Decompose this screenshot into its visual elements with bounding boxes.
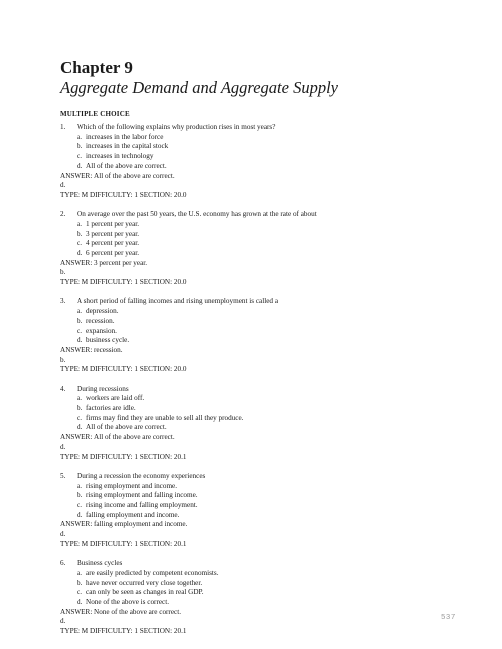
answer-option bbox=[60, 414, 460, 424]
question-stem bbox=[60, 559, 460, 569]
question-meta: TYPE: M DIFFICULTY: 1 SECTION: 20.0 bbox=[60, 190, 187, 199]
answer-option bbox=[60, 249, 460, 259]
option-text: rising employment and falling income. bbox=[86, 491, 198, 500]
option-text: 4 percent per year. bbox=[86, 239, 140, 248]
option-text: All of the above are correct. bbox=[86, 423, 167, 432]
answer-option bbox=[60, 317, 460, 327]
answer-option bbox=[60, 162, 460, 172]
answer-option bbox=[60, 579, 460, 589]
answer-option bbox=[60, 327, 460, 337]
option-letter: a. bbox=[77, 394, 82, 403]
question-text: A short period of falling incomes and rising unemployment is called a bbox=[77, 297, 279, 306]
option-text: 6 percent per year. bbox=[86, 249, 140, 258]
answer-option bbox=[60, 598, 460, 608]
answer-option bbox=[60, 133, 460, 143]
option-text: None of the above is correct. bbox=[86, 597, 170, 606]
option-letter: d. bbox=[77, 249, 83, 258]
answer-line bbox=[60, 433, 460, 452]
option-letter: b. bbox=[77, 578, 83, 587]
question-stem bbox=[60, 385, 460, 395]
question-stem bbox=[60, 210, 460, 220]
section-heading: MULTIPLE CHOICE bbox=[60, 110, 130, 118]
option-letter: a. bbox=[77, 219, 82, 228]
answer-option bbox=[60, 404, 460, 414]
option-text: increases in technology bbox=[86, 152, 154, 161]
question-stem bbox=[60, 123, 460, 133]
option-text: business cycle. bbox=[86, 336, 130, 345]
answer-option bbox=[60, 482, 460, 492]
answer-text: All of the above are correct. bbox=[94, 171, 175, 180]
answer-line bbox=[60, 520, 460, 539]
answer-text: None of the above are correct. bbox=[94, 607, 182, 616]
question-text: Business cycles bbox=[77, 559, 123, 568]
question-text: During a recession the economy experiences bbox=[77, 471, 206, 480]
answer-text: falling employment and income. bbox=[94, 520, 188, 529]
question-stem bbox=[60, 472, 460, 482]
answer-label: ANSWER: b. bbox=[60, 345, 93, 364]
question-number: 3. bbox=[60, 297, 66, 306]
question-number: 1. bbox=[60, 123, 66, 131]
option-letter: c. bbox=[77, 152, 82, 161]
option-text: 3 percent per year. bbox=[86, 229, 140, 238]
option-letter: d. bbox=[77, 597, 83, 606]
option-text: rising income and falling employment. bbox=[86, 500, 198, 509]
answer-option bbox=[60, 336, 460, 346]
option-text: falling employment and income. bbox=[86, 510, 180, 519]
chapter-title: Aggregate Demand and Aggregate Supply bbox=[60, 78, 339, 97]
option-text: increases in the capital stock bbox=[86, 142, 169, 151]
question-block bbox=[60, 123, 460, 201]
option-letter: b. bbox=[77, 404, 83, 413]
option-text: can only be seen as changes in real GDP. bbox=[86, 588, 204, 597]
question-number: 6. bbox=[60, 559, 66, 568]
option-text: workers are laid off. bbox=[86, 394, 145, 403]
option-text: factories are idle. bbox=[86, 404, 136, 413]
option-text: increases in the labor force bbox=[86, 132, 164, 141]
answer-option bbox=[60, 423, 460, 433]
answer-option bbox=[60, 220, 460, 230]
answer-option bbox=[60, 569, 460, 579]
chapter-number: Chapter 9 bbox=[60, 58, 133, 77]
answer-line bbox=[60, 172, 460, 191]
question-meta: TYPE: M DIFFICULTY: 1 SECTION: 20.1 bbox=[60, 627, 187, 636]
answer-line bbox=[60, 346, 460, 365]
option-text: expansion. bbox=[86, 326, 117, 335]
option-letter: b. bbox=[77, 229, 83, 238]
option-letter: c. bbox=[77, 588, 82, 597]
question-block bbox=[60, 210, 460, 288]
answer-label: ANSWER: d. bbox=[60, 171, 93, 190]
option-letter: a. bbox=[77, 307, 82, 316]
question-number: 5. bbox=[60, 471, 66, 480]
page-number: 537 bbox=[441, 612, 456, 621]
option-letter: a. bbox=[77, 132, 82, 141]
option-text: firms may find they are unable to sell all they produce. bbox=[86, 413, 244, 422]
option-text: recession. bbox=[86, 316, 115, 325]
answer-text: 3 percent per year. bbox=[94, 258, 148, 267]
question-meta: TYPE: M DIFFICULTY: 1 SECTION: 20.0 bbox=[60, 278, 187, 287]
answer-label: ANSWER: d. bbox=[60, 607, 93, 626]
answer-text: recession. bbox=[94, 345, 123, 354]
option-letter: d. bbox=[77, 161, 83, 170]
answer-line bbox=[60, 608, 460, 627]
answer-label: ANSWER: d. bbox=[60, 433, 93, 451]
answer-text: All of the above are correct. bbox=[94, 433, 175, 442]
answer-option bbox=[60, 394, 460, 404]
question-text: On average over the past 50 years, the U.S. economy has grown at the rate of about bbox=[77, 210, 317, 219]
option-letter: b. bbox=[77, 316, 83, 325]
answer-option bbox=[60, 142, 460, 152]
answer-option bbox=[60, 239, 460, 249]
option-letter: a. bbox=[77, 481, 82, 490]
answer-option bbox=[60, 152, 460, 162]
option-text: have never occurred very close together. bbox=[86, 578, 203, 587]
question-block bbox=[60, 472, 460, 550]
option-letter: b. bbox=[77, 142, 83, 151]
question-meta: TYPE: M DIFFICULTY: 1 SECTION: 20.1 bbox=[60, 539, 187, 548]
question-block bbox=[60, 559, 460, 637]
option-letter: d. bbox=[77, 423, 83, 432]
answer-label: ANSWER: b. bbox=[60, 258, 93, 277]
option-letter: d. bbox=[77, 336, 83, 345]
question-block bbox=[60, 385, 460, 463]
option-letter: c. bbox=[77, 500, 82, 509]
answer-option bbox=[60, 230, 460, 240]
option-text: rising employment and income. bbox=[86, 481, 178, 490]
answer-option bbox=[60, 307, 460, 317]
option-letter: c. bbox=[77, 413, 82, 422]
option-letter: b. bbox=[77, 491, 83, 500]
question-number: 4. bbox=[60, 384, 66, 393]
option-letter: d. bbox=[77, 510, 83, 519]
answer-label: ANSWER: d. bbox=[60, 520, 93, 539]
option-letter: c. bbox=[77, 326, 82, 335]
option-text: depression. bbox=[86, 307, 119, 316]
answer-option bbox=[60, 491, 460, 501]
option-text: are easily predicted by competent economists. bbox=[86, 568, 219, 577]
option-text: All of the above are correct. bbox=[86, 161, 167, 170]
answer-option bbox=[60, 501, 460, 511]
question-list bbox=[60, 123, 460, 646]
option-letter: c. bbox=[77, 239, 82, 248]
answer-line bbox=[60, 259, 460, 278]
question-meta: TYPE: M DIFFICULTY: 1 SECTION: 20.1 bbox=[60, 452, 187, 461]
question-text: During recessions bbox=[77, 384, 129, 393]
answer-option bbox=[60, 588, 460, 598]
option-text: 1 percent per year. bbox=[86, 219, 140, 228]
question-meta: TYPE: M DIFFICULTY: 1 SECTION: 20.0 bbox=[60, 365, 187, 374]
option-letter: a. bbox=[77, 568, 82, 577]
question-block bbox=[60, 297, 460, 375]
question-text: Which of the following explains why production rises in most years? bbox=[77, 123, 276, 131]
question-stem bbox=[60, 297, 460, 307]
question-number: 2. bbox=[60, 210, 66, 219]
answer-option bbox=[60, 511, 460, 521]
